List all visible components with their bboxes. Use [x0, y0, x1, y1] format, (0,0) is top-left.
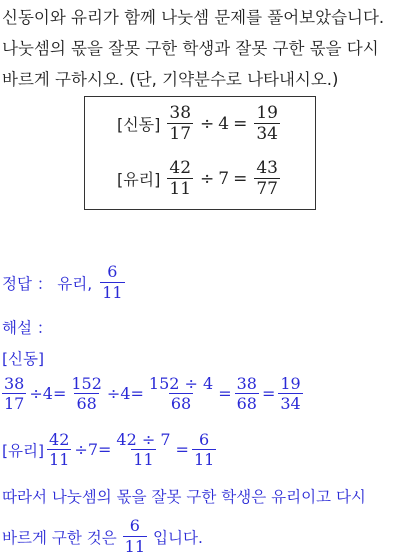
conclusion-text-a: 바르게 구한 것은 — [2, 528, 117, 547]
conclusion-line-1: 따라서 나눗셈의 몫을 잘못 구한 학생은 유리이고 다시 — [2, 488, 366, 506]
denominator: 68 — [76, 394, 97, 413]
yuri-label: [유리] — [116, 170, 161, 189]
numerator: 42 — [49, 430, 70, 449]
divisor: 4 — [42, 384, 53, 403]
denominator: 68 — [236, 394, 257, 413]
fraction — [254, 103, 280, 144]
equals-sign: = — [233, 168, 248, 189]
conclusion-line-2 — [2, 516, 203, 557]
equals-sign: = — [98, 440, 112, 459]
problem-text: 신동이와 유리가 함께 나눗셈 문제를 풀어보았습니다. 나눗셈의 몫을 잘못 구한 학생과 잘못 구한 몫을 다시 바르게 구하시오. (단, 기약분수로 나타내시오.) — [2, 8, 390, 89]
equals-sign: = — [175, 440, 189, 459]
divisor: 4 — [120, 384, 131, 403]
answer-line — [2, 262, 128, 303]
numerator: 38 — [169, 103, 192, 123]
equals-sign: = — [233, 113, 248, 134]
denominator: 11 — [49, 450, 70, 469]
answer-fraction — [100, 262, 124, 303]
numerator: 6 — [199, 430, 210, 449]
fraction — [235, 374, 259, 413]
fraction — [114, 430, 172, 469]
explanation-heading: 해설 ： — [2, 319, 53, 337]
fraction — [147, 374, 215, 413]
numerator: 43 — [256, 158, 278, 178]
answer-label: 정답 ： 유리, — [2, 274, 93, 293]
equals-sign: = — [218, 384, 232, 403]
denominator: 68 — [170, 394, 192, 413]
denominator: 11 — [169, 179, 192, 199]
denominator: 17 — [4, 394, 25, 413]
conclusion-fraction — [123, 516, 147, 557]
fraction — [47, 430, 71, 469]
denominator: 17 — [169, 124, 192, 144]
numerator: 42 — [169, 158, 192, 178]
yuri-section-label: [유리] — [2, 441, 45, 460]
denominator: 11 — [102, 283, 123, 302]
numerator: 152 — [71, 374, 102, 393]
equals-sign: = — [52, 384, 67, 403]
divide-sign: ÷ — [106, 384, 121, 403]
yuri-calculation — [2, 430, 219, 469]
denominator: 77 — [256, 179, 278, 199]
shindong-section-label: [신동] — [2, 350, 45, 368]
divide-sign: ÷ — [29, 384, 43, 403]
fraction — [278, 374, 302, 413]
denominator: 11 — [133, 450, 154, 469]
divisor: 7 — [218, 168, 230, 189]
fraction — [254, 158, 280, 199]
shindong-answer-row — [85, 103, 315, 144]
denominator: 34 — [280, 394, 301, 413]
fraction — [192, 430, 216, 469]
yuri-answer-row — [85, 158, 315, 199]
fraction — [2, 374, 26, 413]
fraction — [167, 158, 193, 199]
divide-sign: ÷ — [74, 440, 88, 459]
numerator: 19 — [280, 374, 301, 393]
shindong-label: [신동] — [116, 115, 161, 134]
numerator: 38 — [236, 374, 257, 393]
divisor: 7 — [87, 440, 98, 459]
numerator: 6 — [129, 516, 140, 535]
student-answers-box — [84, 96, 316, 210]
shindong-calculation — [2, 374, 306, 413]
divide-sign: ÷ — [200, 113, 215, 134]
divide-sign: ÷ — [200, 168, 215, 189]
fraction — [167, 103, 193, 144]
divisor: 4 — [218, 113, 230, 134]
fraction — [69, 374, 104, 413]
numerator: 19 — [256, 103, 278, 123]
numerator: 42 ÷ 7 — [116, 430, 171, 449]
conclusion-text-b: 입니다. — [153, 528, 203, 547]
equals-sign: = — [130, 384, 144, 403]
numerator: 152 ÷ 4 — [148, 374, 214, 393]
denominator: 11 — [124, 537, 146, 556]
numerator: 6 — [107, 262, 118, 281]
denominator: 34 — [256, 124, 278, 144]
numerator: 38 — [4, 374, 25, 393]
equals-sign: = — [261, 384, 276, 403]
denominator: 11 — [193, 450, 215, 469]
